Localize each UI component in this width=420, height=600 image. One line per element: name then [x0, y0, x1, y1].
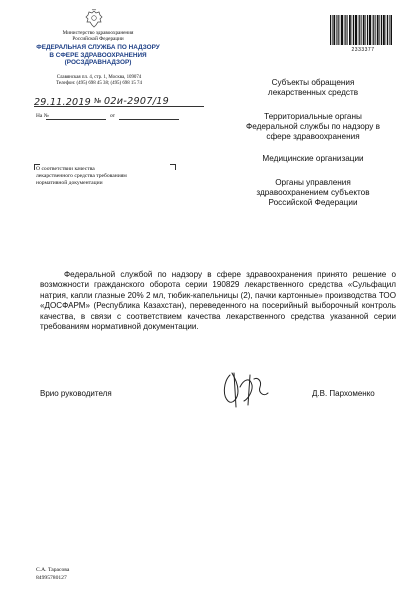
registration-line: [34, 94, 204, 110]
signatory-name: Д.В. Пархоменко: [312, 389, 375, 398]
coat-of-arms-icon: [85, 9, 103, 29]
agency-name: ФЕДЕРАЛЬНАЯ СЛУЖБА ПО НАДЗОРУ В СФЕРЕ ЗДРАВООХРАНЕНИЯ (РОСЗДРАВНАДЗОР): [36, 44, 160, 67]
recipient-item: Субъекты обращения лекарственных средств: [267, 78, 359, 97]
executor-phone: 84995780127: [36, 575, 67, 581]
recipients-list: [228, 78, 398, 222]
letter-body: Федеральной службой по надзору в сфере здравоохранения принято решение о возможности гражданского оборота серии 190829 лекарственного средства «Сульфацил натрия, капли глазные 20% 2 мл, тюбик-капельницы (2), пачки картонные» производства ТОО «ДОСФАРМ» (Республика Казахстан), переведенного на посерийный выборочный контроль качества, в связи с соответствием качества лекарственного средства указанной серии требованиям нормативной документации.: [40, 270, 396, 332]
reply-number-blank: [46, 119, 106, 120]
letter-subject: О соответствии качества лекарственного средства требованиям нормативной документации: [36, 166, 127, 186]
reply-reference-line: [36, 113, 186, 122]
number-mark: №: [94, 97, 102, 105]
executor-info: [36, 566, 69, 582]
barcode-icon: [330, 15, 392, 45]
ministry-name: Министерство здравоохранения Российской Федерации: [62, 30, 134, 43]
signatory-role: Врио руководителя: [40, 389, 112, 398]
recipient-item: Органы управления здравоохранением субъектов Российской Федерации: [256, 178, 370, 207]
registration-number: 02и-2907/19: [104, 96, 170, 107]
registration-date: 29.11.2019: [34, 97, 91, 108]
registration-underline: [34, 106, 204, 107]
reply-number-label: На №: [36, 113, 49, 119]
agency-address: Славянская пл. 4, стр. 1, Москва, 109074 Телефон: (495) 698 45 38; (495) 698 15 74: [56, 75, 142, 87]
recipient-item: Территориальные органы Федеральной службы по надзору в сфере здравоохранения: [246, 112, 380, 141]
handwritten-signature-icon: [220, 369, 272, 409]
barcode-number: 2333377: [351, 47, 375, 53]
reply-date-label: от: [110, 113, 115, 119]
recipient-item: Медицинские организации: [262, 154, 364, 163]
executor-name: С.А. Тарасова: [36, 567, 70, 573]
reply-date-blank: [119, 119, 179, 120]
